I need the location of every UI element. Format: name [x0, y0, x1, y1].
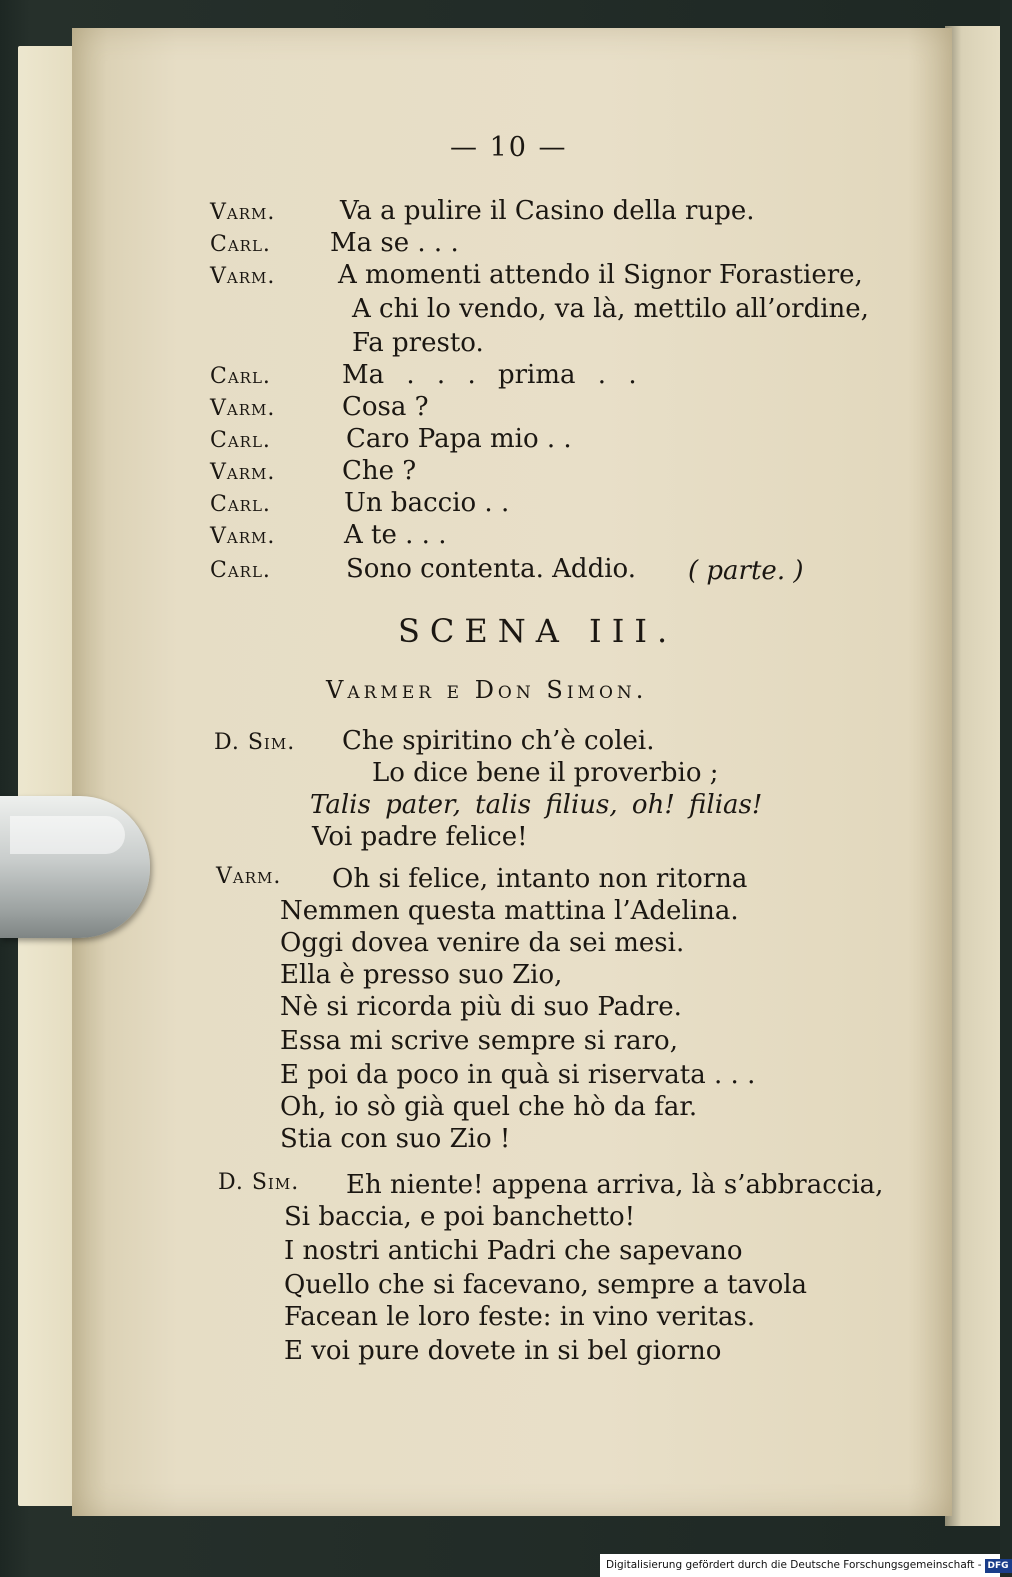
- speaker-label: Varm.: [210, 460, 276, 485]
- dialogue-line: Che ?: [342, 456, 417, 486]
- dialogue-line: A te . . .: [344, 520, 447, 550]
- stage-direction: ( parte. ): [688, 556, 804, 586]
- dialogue-line: Un baccio . .: [344, 488, 510, 518]
- page-number: — 10 —: [450, 132, 568, 163]
- dialogue-line: Fa presto.: [352, 328, 484, 358]
- dialogue-line: Ma . . . prima . .: [342, 360, 637, 390]
- dialogue-line: Oh si felice, intanto non ritorna: [332, 864, 748, 894]
- dialogue-line: Che spiritino ch’è colei.: [342, 726, 655, 756]
- scene-title: SCENA III.: [398, 612, 678, 650]
- dialogue-line: Lo dice bene il proverbio ;: [372, 758, 719, 788]
- dialogue-line: Ma se . . .: [330, 228, 459, 258]
- speaker-label: Varm.: [210, 264, 276, 289]
- dialogue-line: E poi da poco in quà si riservata . . .: [280, 1060, 756, 1090]
- dfg-logo-icon: DFG: [985, 1559, 1012, 1573]
- footer-text: Digitalisierung gefördert durch die Deutsche Forschungsgemeinschaft -: [606, 1559, 982, 1571]
- dialogue-line: Cosa ?: [342, 392, 429, 422]
- dialogue-line: Ella è presso suo Zio,: [280, 960, 563, 990]
- dialogue-line: Sono contenta. Addio.: [346, 554, 636, 584]
- dialogue-line: Caro Papa mio . .: [346, 424, 572, 454]
- dialogue-line: A chi lo vendo, va là, mettilo all’ordine,: [352, 294, 869, 324]
- speaker-label: D. Sim.: [214, 730, 296, 755]
- speaker-label: Carl.: [210, 492, 271, 517]
- speaker-label: D. Sim.: [218, 1170, 300, 1195]
- scene-characters: Varmer e Don Simon.: [326, 676, 648, 704]
- dialogue-line: Voi padre felice!: [312, 822, 528, 852]
- dialogue-line: A momenti attendo il Signor Forastiere,: [338, 260, 863, 290]
- dialogue-line: Stia con suo Zio !: [280, 1124, 511, 1154]
- dialogue-line: Si baccia, e poi banchetto!: [284, 1202, 636, 1232]
- previous-page-edge: [18, 46, 78, 1506]
- speaker-label: Varm.: [210, 396, 276, 421]
- dialogue-line: Quello che si facevano, sempre a tavola: [284, 1270, 808, 1300]
- dialogue-line: Nemmen questa mattina l’Adelina.: [280, 896, 739, 926]
- dialogue-line: Facean le loro feste: in vino veritas.: [284, 1302, 756, 1332]
- speaker-label: Carl.: [210, 428, 271, 453]
- speaker-label: Varm.: [216, 864, 282, 889]
- dialogue-line: Essa mi scrive sempre si raro,: [280, 1026, 678, 1056]
- next-page-edge: [945, 26, 1000, 1526]
- dialogue-line: Talis pater, talis filius, oh! filias!: [310, 790, 763, 820]
- speaker-label: Varm.: [210, 524, 276, 549]
- speaker-label: Carl.: [210, 364, 271, 389]
- speaker-label: Carl.: [210, 558, 271, 583]
- clip-highlight: [10, 816, 125, 854]
- digitization-footer: [600, 1554, 1009, 1577]
- dialogue-line: Oggi dovea venire da sei mesi.: [280, 928, 685, 958]
- dialogue-line: I nostri antichi Padri che sapevano: [284, 1236, 743, 1266]
- dialogue-line: Eh niente! appena arriva, là s’abbraccia,: [346, 1170, 884, 1200]
- page-clip: [0, 796, 150, 938]
- speaker-label: Varm.: [210, 200, 276, 225]
- speaker-label: Carl.: [210, 232, 271, 257]
- dialogue-line: Oh, io sò già quel che hò da far.: [280, 1092, 698, 1122]
- dialogue-line: Nè si ricorda più di suo Padre.: [280, 992, 682, 1022]
- dialogue-line: E voi pure dovete in si bel giorno: [284, 1336, 722, 1366]
- dialogue-line: Va a pulire il Casino della rupe.: [340, 196, 755, 226]
